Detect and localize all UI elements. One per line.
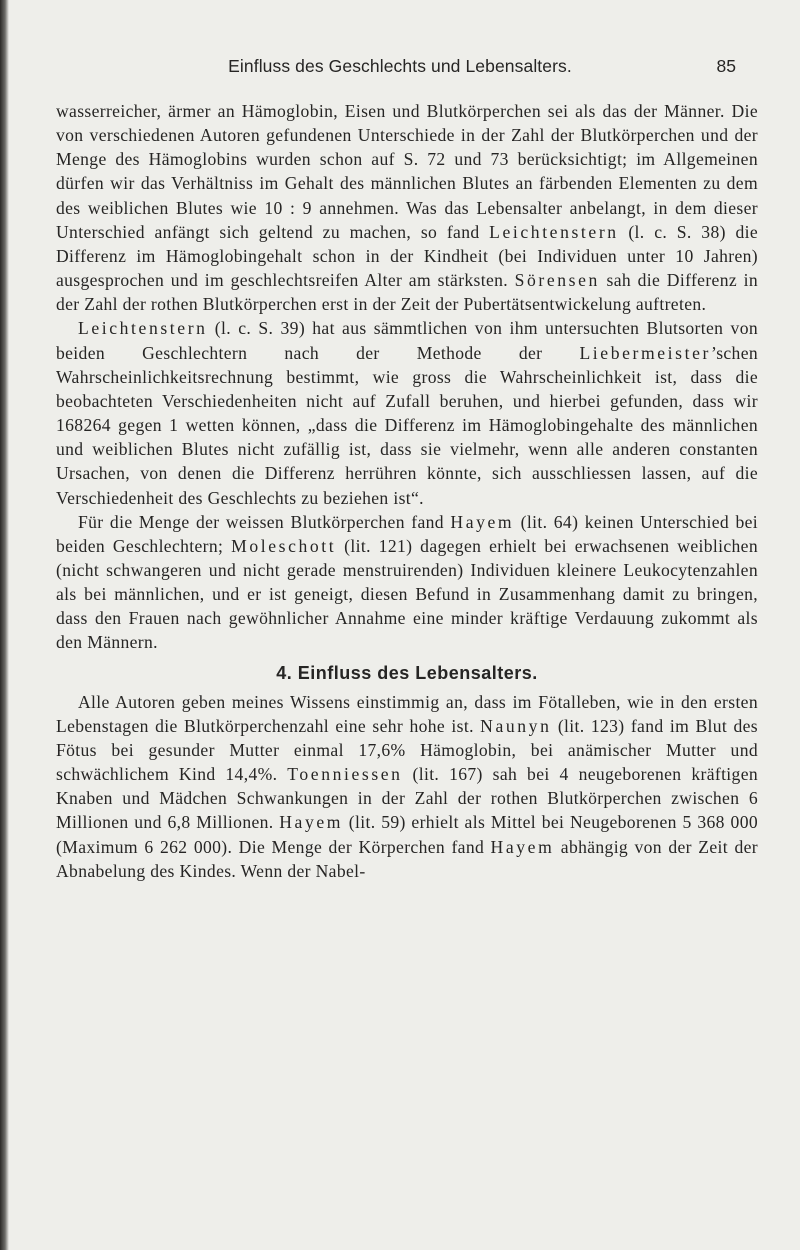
paragraph-2-text-a: (l. c. S. 39) hat aus sämmtlichen von ihm untersuchten Blutsorten von beiden Geschlechtern nach der Methode der [56, 318, 758, 363]
author-name: Leichtenstern [489, 221, 619, 242]
body-text [56, 99, 758, 883]
paragraph-1-text-a: wasserreicher, ärmer an Hämoglobin, Eisen und Blutkörperchen sei als das der Männer. Die von verschiedenen Autoren gefundenen Unterschiede in der Zahl der Blutkörperchen und der Menge des Hämoglobins wurden schon auf S. 72 und 73 berücksichtigt; im Allgemeinen dürfen wir das Verhältniss im Gehalt des männlichen Blutes an färbenden Elementen zu dem des weiblichen Blutes wie 10 : 9 annehmen. Was das Lebensalter anbelangt, in dem dieser Unterschied anfängt sich geltend zu machen, so fand [56, 101, 758, 242]
paragraph-4-text-b: (lit. 123) fand im Blut des Fötus bei gesunder Mutter einmal 17,6% Hämoglobin, bei anämischer Mutter und schwächlichem Kind 14,4%. [56, 715, 758, 785]
section-heading: 4. Einfluss des Lebensalters. [276, 662, 538, 683]
author-name: Toenniessen [287, 764, 403, 785]
paragraph-2 [56, 316, 758, 509]
paragraph-1-text-b: (l. c. S. 38) die Differenz im Hämoglobingehalt schon in der Kindheit (bei Individuen unter 10 Jahren) ausgesprochen und im geschlechtsreifen Alter am stärksten. [56, 221, 758, 291]
paragraph-1-text-c: sah die Differenz in der Zahl der rothen Blutkörperchen erst in der Zeit der Pubertätsentwickelung auftreten. [56, 270, 758, 315]
author-name: Sörensen [514, 270, 600, 291]
paragraph-3 [56, 510, 758, 655]
page-edge-shadow [0, 0, 9, 1250]
author-name: Leichtenstern [78, 318, 208, 339]
paragraph-4-text-e: abhängig von der Zeit der Abnabelung des Kindes. Wenn der Nabel- [56, 836, 758, 881]
author-name: Hayem [490, 836, 555, 857]
paragraph-3-text-a: Für die Menge der weissen Blutkörperchen fand [78, 511, 451, 532]
paragraph-4 [56, 690, 758, 883]
paragraph-4-text-d: (lit. 59) erhielt als Mittel bei Neugeborenen 5 368 000 (Maximum 6 262 000). Die Menge der Körperchen fand [56, 812, 758, 857]
paragraph-3-text-c: (lit. 121) dagegen erhielt bei erwachsenen weiblichen (nicht schwangeren und nicht gerade menstruirenden) Individuen kleinere Leukocytenzahlen als bei männlichen, und er ist geneigt, diesen Befund in Zusammenhang damit zu bringen, dass den Frauen nach gewöhnlicher Annahme eine minder kräftige Verdauung zukommt als den Männern. [56, 535, 758, 653]
author-name: Naunyn [480, 715, 552, 736]
paragraph-2-text-b: ’schen Wahrscheinlichkeitsrechnung bestimmt, wie gross die Wahrscheinlichkeit ist, dass die beobachteten Verschiedenheiten nicht auf Zufall beruhen, und hierbei gefunden, dass wir 168264 gegen 1 wetten können, „dass die Differenz im Hämoglobingehalte des männlichen und weiblichen Blutes nicht zufällig ist, dass sie vielmehr, wenn alle anderen constanten Ursachen, von denen die Differenz herrühren könnte, sich ausschliessen lassen, auf die Verschiedenheit des Geschlechts zu beziehen ist“. [56, 342, 758, 508]
running-title: Einfluss des Geschlechts und Lebensalters. [228, 56, 572, 76]
paragraph-3-text-b: (lit. 64) keinen Unterschied bei beiden Geschlechtern; [56, 511, 759, 556]
author-name: Moleschott [231, 535, 337, 556]
page-number: 85 [716, 56, 736, 76]
paragraph-4-text-c: (lit. 167) sah bei 4 neugeborenen kräftigen Knaben und Mädchen Schwankungen in der Zahl der rothen Blutkörperchen zwischen 6 Millionen und 6,8 Millionen. [56, 764, 758, 833]
paragraph-1 [56, 99, 758, 316]
paragraph-4-text-a: Alle Autoren geben meines Wissens einstimmig an, dass im Fötalleben, wie in den ersten Lebenstagen die Blutkörperchenzahl eine sehr hohe ist. [56, 691, 758, 736]
author-name: Hayem [450, 511, 515, 532]
author-name: Hayem [279, 812, 344, 833]
author-name: Liebermeister [579, 342, 711, 363]
running-header [0, 56, 800, 82]
